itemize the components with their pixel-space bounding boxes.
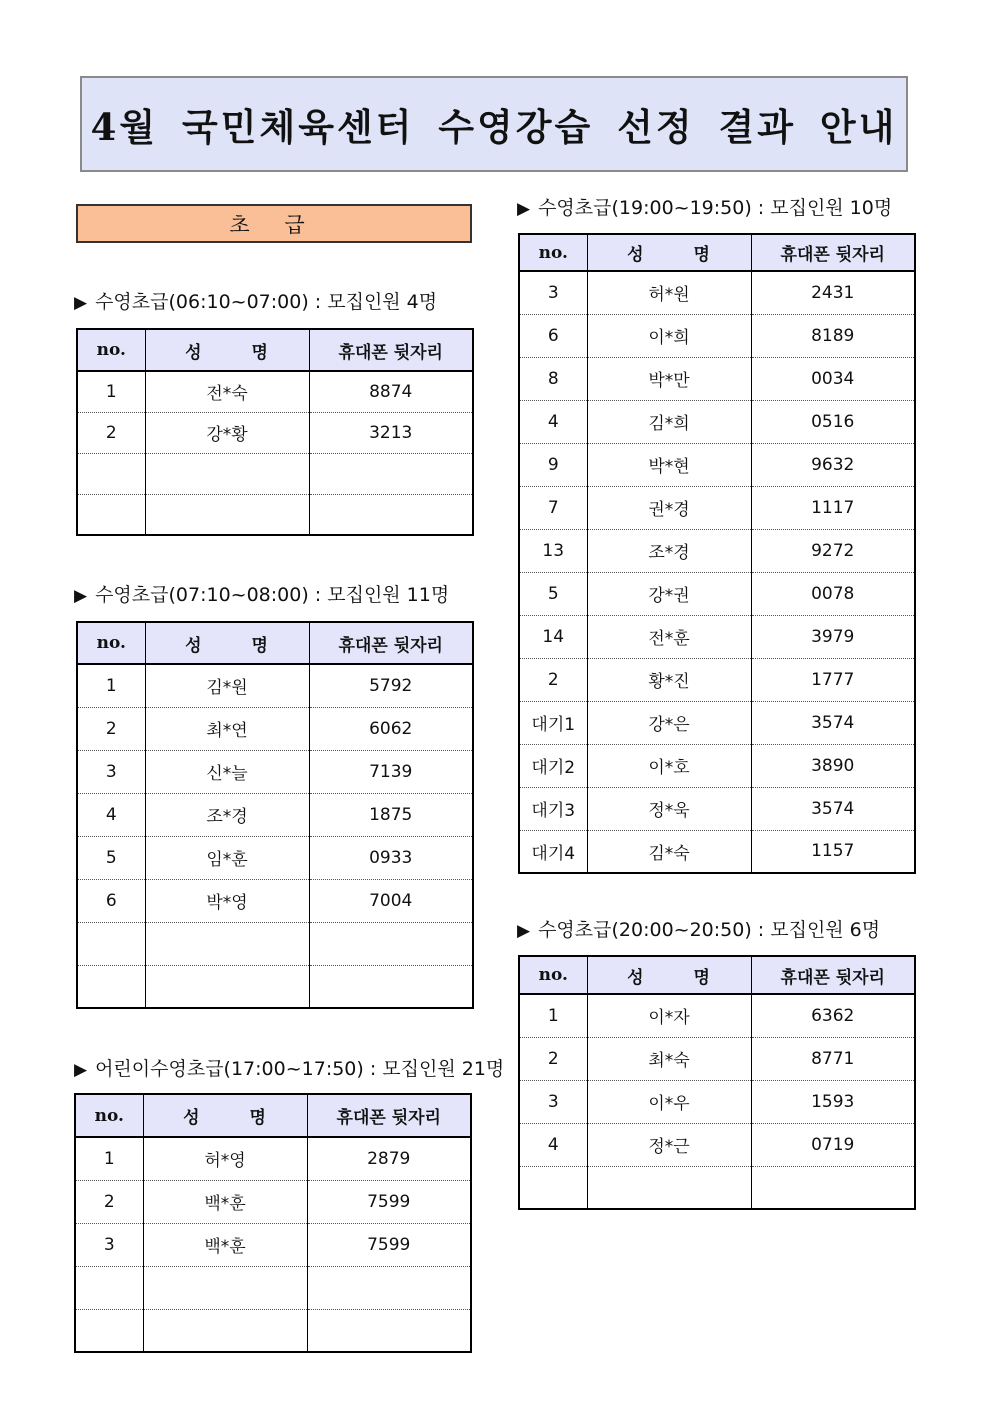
table-row (519, 701, 915, 744)
table-row (519, 1123, 915, 1166)
cell-name (587, 1166, 751, 1209)
table-row (75, 1137, 471, 1180)
roster-table-1700 (74, 1093, 472, 1353)
cell-no: 13 (519, 529, 587, 572)
cell-phone: 0078 (751, 572, 915, 615)
roster-table-0600 (76, 328, 474, 536)
table-row (519, 486, 915, 529)
header-no: no. (77, 329, 145, 371)
cell-name: 최*숙 (587, 1037, 751, 1080)
cell-no: 4 (77, 793, 145, 836)
cell-no: 4 (519, 400, 587, 443)
table-row (77, 494, 473, 535)
level-banner: 초 급 (76, 204, 472, 243)
table-row (519, 615, 915, 658)
triangle-bullet-icon: ▶ (74, 293, 88, 313)
cell-no: 14 (519, 615, 587, 658)
table-row (77, 664, 473, 707)
cell-name: 이*호 (587, 744, 751, 787)
cell-name: 박*만 (587, 357, 751, 400)
table-row (77, 965, 473, 1008)
cell-phone: 7599 (307, 1223, 471, 1266)
cell-name: 조*경 (587, 529, 751, 572)
cell-phone: 7599 (307, 1180, 471, 1223)
roster-table-1900 (518, 233, 916, 874)
cell-phone: 3574 (751, 701, 915, 744)
header-phone: 휴대폰 뒷자리 (309, 329, 473, 371)
cell-no: 6 (519, 314, 587, 357)
cell-phone: 3574 (751, 787, 915, 830)
cell-phone (751, 1166, 915, 1209)
cell-name: 김*숙 (587, 830, 751, 873)
cell-no: 2 (519, 658, 587, 701)
cell-phone: 9632 (751, 443, 915, 486)
cell-name: 권*경 (587, 486, 751, 529)
header-no: no. (519, 956, 587, 994)
cell-phone (309, 494, 473, 535)
table-row (77, 412, 473, 453)
cell-no: 대기4 (519, 830, 587, 873)
table-row (77, 453, 473, 494)
triangle-bullet-icon: ▶ (517, 199, 531, 219)
cell-no: 4 (519, 1123, 587, 1166)
table-row (519, 1080, 915, 1123)
cell-name: 박*현 (587, 443, 751, 486)
table-header-row (75, 1094, 471, 1137)
cell-name: 정*욱 (587, 787, 751, 830)
table-row (77, 793, 473, 836)
cell-no (77, 965, 145, 1008)
cell-name (145, 453, 309, 494)
cell-no (519, 1166, 587, 1209)
cell-name: 최*연 (145, 707, 309, 750)
cell-phone: 6062 (309, 707, 473, 750)
cell-name: 이*우 (587, 1080, 751, 1123)
cell-name: 김*원 (145, 664, 309, 707)
table-header-row (519, 234, 915, 271)
cell-name (143, 1309, 307, 1352)
table-row (519, 994, 915, 1037)
cell-name (145, 494, 309, 535)
cell-phone: 1875 (309, 793, 473, 836)
header-phone: 휴대폰 뒷자리 (751, 234, 915, 271)
cell-no: 1 (105, 381, 117, 402)
header-phone: 휴대폰 뒷자리 (751, 956, 915, 994)
cell-no: 대기1 (519, 701, 587, 744)
cell-no: 8 (519, 357, 587, 400)
page-title: 4월 국민체육센터 수영강습 선정 결과 안내 (90, 105, 898, 149)
header-no: no. (75, 1094, 143, 1137)
header-name: 성 명 (587, 234, 751, 271)
table-header-row (77, 329, 473, 371)
cell-name (145, 922, 309, 965)
table-row (75, 1309, 471, 1352)
cell-no (75, 1266, 143, 1309)
cell-phone: 3890 (751, 744, 915, 787)
cell-phone (309, 965, 473, 1008)
cell-no: 대기3 (519, 787, 587, 830)
table-row (75, 1180, 471, 1223)
cell-phone: 8189 (751, 314, 915, 357)
cell-phone: 3213 (309, 412, 473, 453)
cell-phone: 0034 (751, 357, 915, 400)
cell-no: 1 (103, 1148, 115, 1169)
cell-no: 6 (77, 879, 145, 922)
section-heading-1900 (517, 196, 892, 221)
table-row (519, 830, 915, 873)
table-row (519, 658, 915, 701)
cell-phone: 2431 (751, 271, 915, 314)
table-row (77, 750, 473, 793)
header-no: no. (77, 622, 145, 664)
cell-no: 2 (519, 1037, 587, 1080)
section-heading-text: 수영초급(06:10~07:00) : 모집인원 4명 (95, 291, 438, 313)
section-heading-text: 수영초급(20:00~20:50) : 모집인원 6명 (538, 919, 881, 941)
table-row (519, 443, 915, 486)
cell-no (77, 494, 145, 535)
cell-phone (307, 1309, 471, 1352)
table-row (77, 836, 473, 879)
triangle-bullet-icon: ▶ (517, 921, 531, 941)
cell-phone: 1777 (751, 658, 915, 701)
cell-phone (307, 1266, 471, 1309)
cell-phone: 0933 (309, 836, 473, 879)
cell-phone (309, 922, 473, 965)
cell-phone: 8771 (751, 1037, 915, 1080)
table-row (519, 1166, 915, 1209)
cell-no (75, 1309, 143, 1352)
cell-phone: 9272 (751, 529, 915, 572)
header-name: 성 명 (145, 329, 309, 371)
header-phone: 휴대폰 뒷자리 (307, 1094, 471, 1137)
cell-no: 5 (519, 572, 587, 615)
table-row (519, 529, 915, 572)
cell-name: 강*은 (587, 701, 751, 744)
cell-name (145, 965, 309, 1008)
cell-name: 이*자 (587, 994, 751, 1037)
header-name: 성 명 (587, 956, 751, 994)
cell-name: 전*숙 (145, 371, 309, 412)
cell-phone: 2879 (307, 1137, 471, 1180)
cell-phone: 1117 (751, 486, 915, 529)
cell-no: 2 (77, 412, 145, 453)
cell-no: 3 (75, 1223, 143, 1266)
cell-no: 대기2 (519, 744, 587, 787)
section-heading-0600 (74, 290, 437, 315)
triangle-bullet-icon: ▶ (74, 586, 88, 606)
cell-no: 5 (77, 836, 145, 879)
cell-phone: 0516 (751, 400, 915, 443)
cell-name: 백*훈 (143, 1180, 307, 1223)
table-row (77, 879, 473, 922)
table-row (519, 314, 915, 357)
cell-name: 강*권 (587, 572, 751, 615)
cell-phone: 7004 (309, 879, 473, 922)
cell-name: 조*경 (145, 793, 309, 836)
table-row (519, 787, 915, 830)
cell-name: 임*훈 (145, 836, 309, 879)
table-row (77, 707, 473, 750)
cell-no: 7 (519, 486, 587, 529)
roster-table-2000 (518, 955, 916, 1210)
cell-no: 1 (105, 675, 117, 696)
cell-name: 허*영 (143, 1137, 307, 1180)
cell-phone: 1593 (751, 1080, 915, 1123)
cell-name: 신*늘 (145, 750, 309, 793)
cell-no: 1 (547, 1005, 559, 1026)
table-row (519, 572, 915, 615)
cell-no: 2 (77, 707, 145, 750)
cell-no: 2 (75, 1180, 143, 1223)
cell-name: 이*희 (587, 314, 751, 357)
table-row (519, 400, 915, 443)
triangle-bullet-icon: ▶ (74, 1060, 88, 1080)
cell-phone: 1157 (751, 830, 915, 873)
table-row (75, 1266, 471, 1309)
cell-phone: 8874 (309, 371, 473, 412)
header-phone: 휴대폰 뒷자리 (309, 622, 473, 664)
cell-name: 황*진 (587, 658, 751, 701)
cell-name (143, 1266, 307, 1309)
cell-no: 3 (519, 1080, 587, 1123)
cell-phone: 3979 (751, 615, 915, 658)
cell-no: 3 (77, 750, 145, 793)
roster-table-0700 (76, 621, 474, 1009)
cell-name: 김*희 (587, 400, 751, 443)
cell-phone: 6362 (751, 994, 915, 1037)
cell-name: 전*훈 (587, 615, 751, 658)
section-heading-1700 (74, 1057, 504, 1082)
section-heading-2000 (517, 918, 880, 943)
table-row (519, 1037, 915, 1080)
table-header-row (519, 956, 915, 994)
cell-phone: 7139 (309, 750, 473, 793)
cell-name: 허*원 (587, 271, 751, 314)
table-row (77, 371, 473, 412)
cell-name: 박*영 (145, 879, 309, 922)
cell-no: 3 (547, 282, 559, 303)
cell-name: 백*훈 (143, 1223, 307, 1266)
section-heading-text: 수영초급(07:10~08:00) : 모집인원 11명 (95, 584, 450, 606)
title-box (80, 76, 908, 172)
table-row (519, 357, 915, 400)
cell-phone: 0719 (751, 1123, 915, 1166)
cell-no (77, 453, 145, 494)
cell-no: 9 (519, 443, 587, 486)
section-heading-text: 어린이수영초급(17:00~17:50) : 모집인원 21명 (95, 1058, 505, 1080)
table-row (77, 922, 473, 965)
header-no: no. (519, 234, 587, 271)
header-name: 성 명 (145, 622, 309, 664)
table-row (519, 744, 915, 787)
cell-phone: 5792 (309, 664, 473, 707)
cell-phone (309, 453, 473, 494)
table-header-row (77, 622, 473, 664)
table-row (75, 1223, 471, 1266)
header-name: 성 명 (143, 1094, 307, 1137)
cell-name: 정*근 (587, 1123, 751, 1166)
table-row (519, 271, 915, 314)
cell-name: 강*황 (145, 412, 309, 453)
section-heading-text: 수영초급(19:00~19:50) : 모집인원 10명 (538, 197, 893, 219)
section-heading-0700 (74, 583, 449, 608)
cell-no (77, 922, 145, 965)
